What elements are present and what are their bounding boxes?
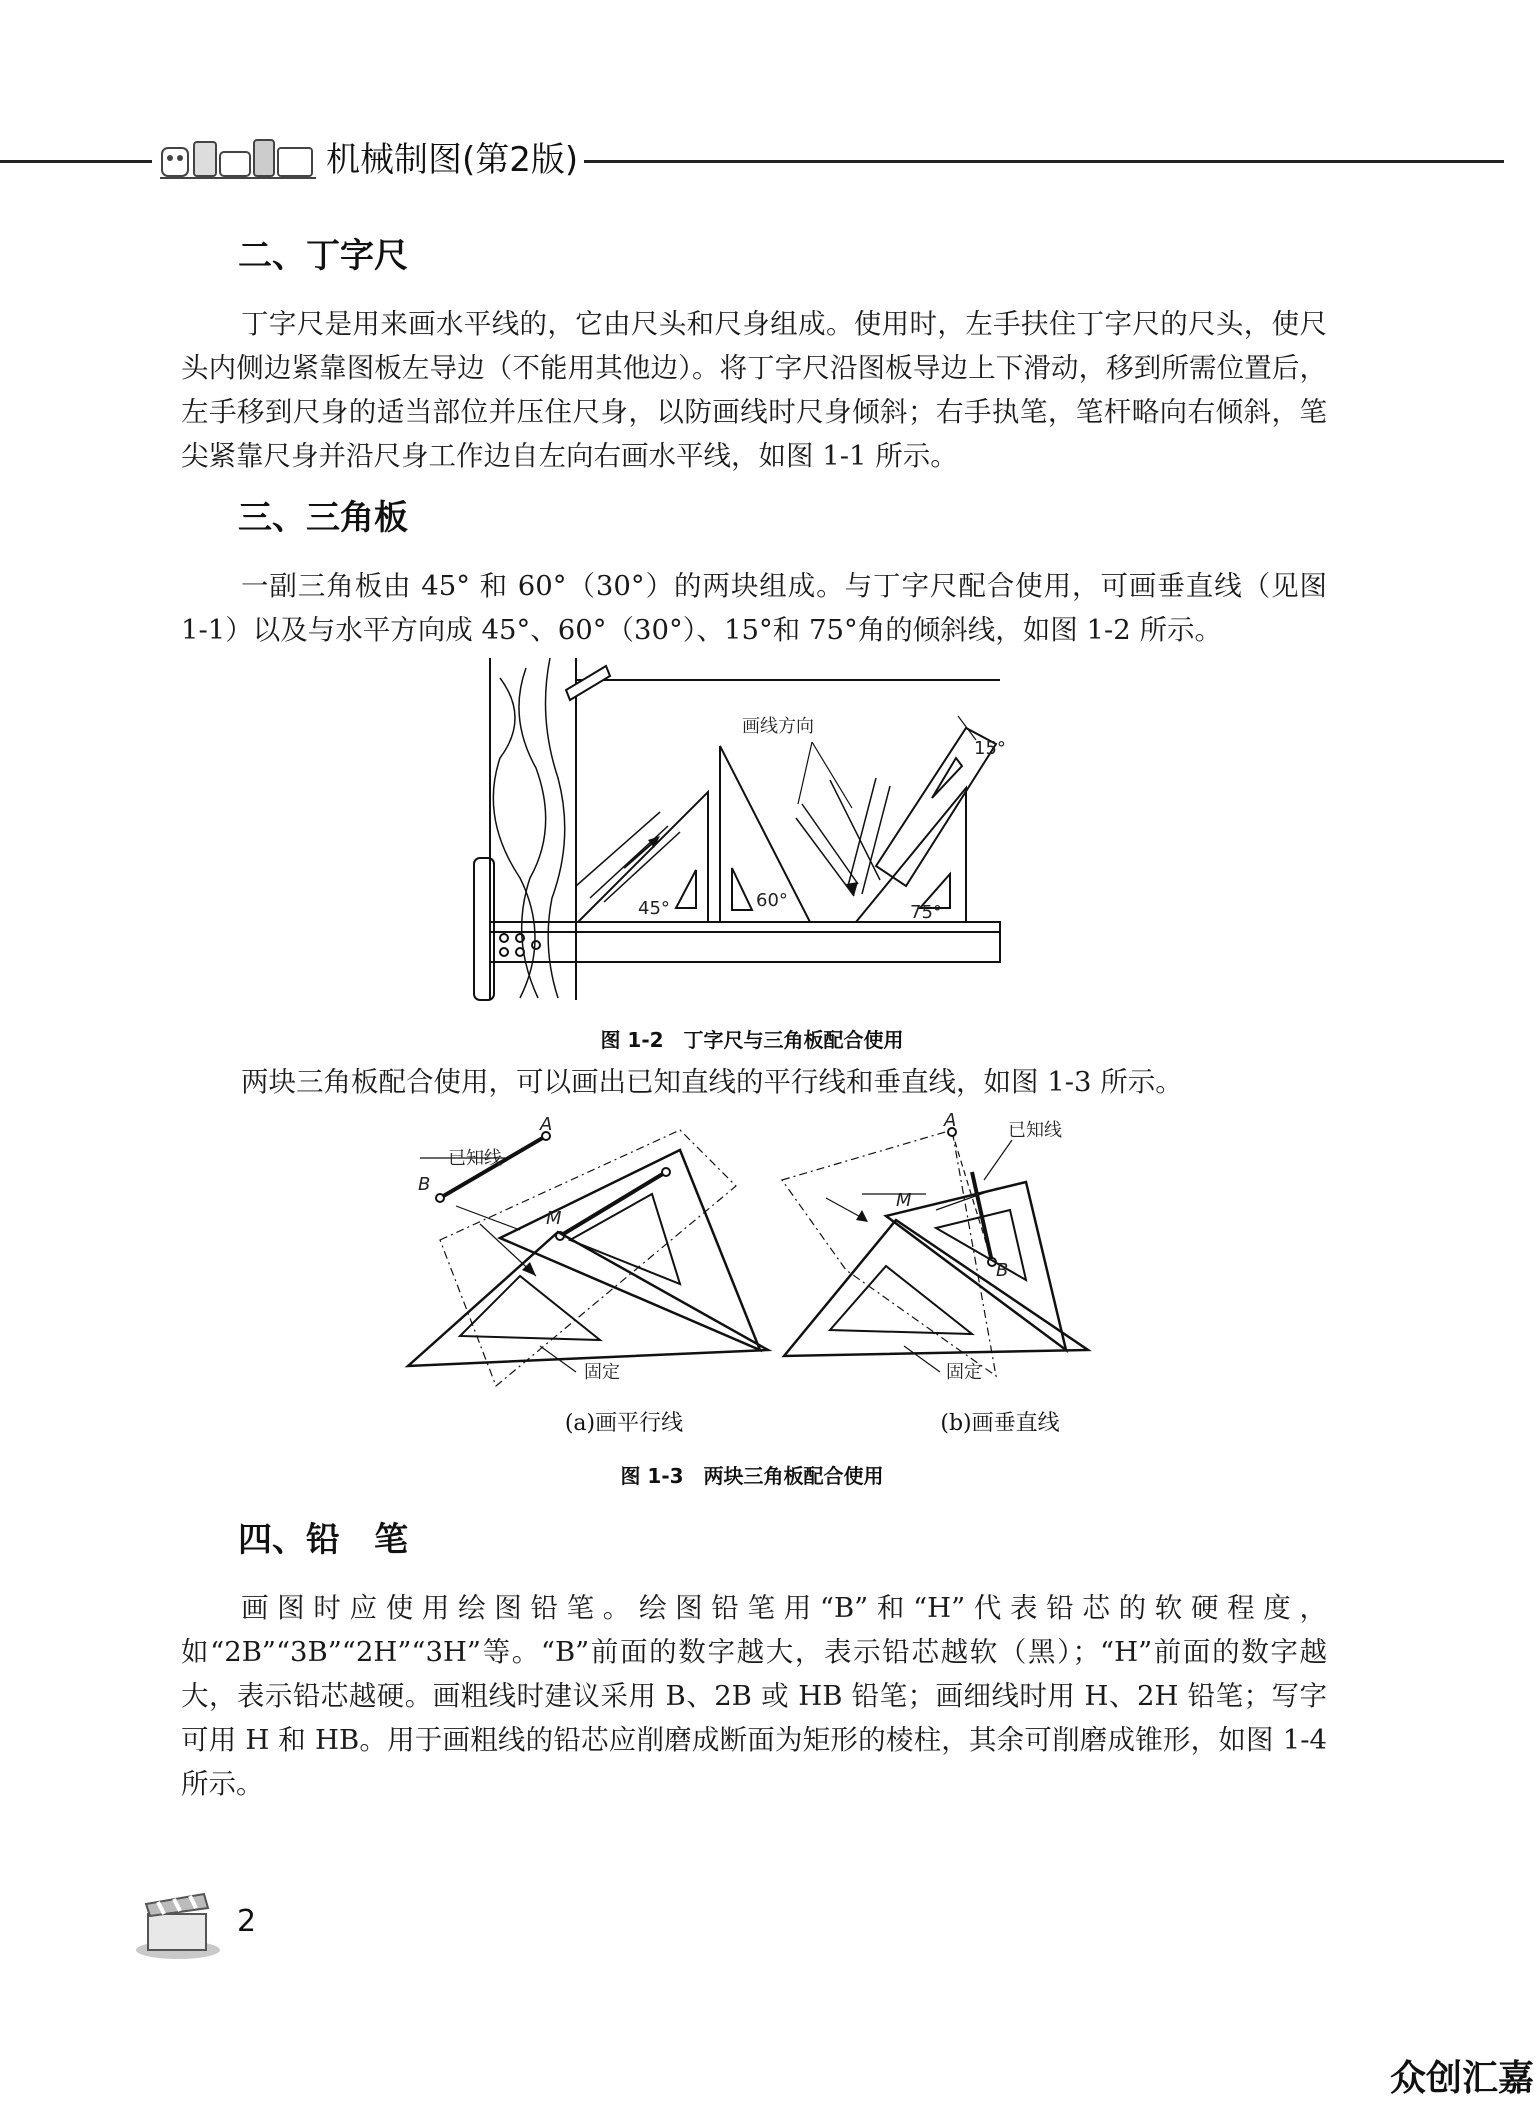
figure-1-2-drawing [480, 658, 1010, 1000]
page-number: 2 [237, 1904, 257, 1939]
figure-1-3-caption: 图 1-3 两块三角板配合使用 [620, 1464, 884, 1488]
header-rule-left [0, 160, 152, 163]
figure-1-2-angle-75: 75° [910, 902, 942, 923]
figure-1-2-direction-label: 画线方向 [742, 716, 814, 737]
paragraph-triangles-text: 一副三角板由 45° 和 60°（30°）的两块组成。与丁字尺配合使用，可画垂直线（见图 1-1）以及与水平方向成 45°、60°（30°）、15°和 75°角的倾斜线，如图 1-2 所示。 [181, 570, 1327, 646]
paragraph-pencil [181, 1586, 1327, 1806]
figure-1-3a-fixed-label: 固定 [584, 1362, 620, 1383]
heading-triangles: 三、三角板 [238, 498, 408, 538]
figure-1-3b-A: A [944, 1110, 957, 1131]
figure-1-2-angle-60: 60° [756, 890, 788, 911]
paragraph-t-square-text: 丁字尺是用来画水平线的，它由尺头和尺身组成。使用时，左手扶住丁字尺的尺头，使尺头内侧边紧靠图板左导边（不能用其他边）。将丁字尺沿图板导边上下滑动，移到所需位置后，左手移到尺身的适当部位并压住尺身，以防画线时尺身倾斜；右手执笔，笔杆略向右倾斜，笔尖紧靠尺身并沿尺身工作边自左向右画水平线，如图 1-1 所示。 [181, 308, 1327, 472]
paragraph-triangles [181, 564, 1327, 652]
figure-1-2-caption: 图 1-2 丁字尺与三角板配合使用 [600, 1028, 904, 1052]
figure-1-3a-subcaption: (a)画平行线 [564, 1411, 684, 1436]
figure-1-3a-drawing [400, 1110, 780, 1390]
header-rule-right [584, 160, 1504, 163]
figure-1-2-angle-45: 45° [638, 898, 670, 919]
paragraph-triangles-2-text: 两块三角板配合使用，可以画出已知直线的平行线和垂直线，如图 1-3 所示。 [241, 1066, 1183, 1098]
figure-1-3b-drawing [776, 1110, 1116, 1390]
book-title: 机械制图(第2版) [326, 140, 579, 180]
heading-t-square: 二、丁字尺 [238, 236, 408, 276]
header-mascots-icon [158, 134, 318, 182]
paragraph-t-square [181, 302, 1327, 478]
clapperboard-icon [134, 1886, 224, 1960]
figure-1-3a-M: M [546, 1208, 562, 1229]
figure-1-3a-known-line-label: 已知线 [448, 1148, 502, 1169]
figure-1-3a-A: A [540, 1114, 553, 1135]
paragraph-pencil-text: 画图时应使用绘图铅笔。绘图铅笔用“B”和“H”代表铅芯的软硬程度，如“2B”“3B”“2H”“3H”等。“B”前面的数字越大，表示铅芯越软（黑）；“H”前面的数字越大，表示铅芯越硬。画粗线时建议采用 B、2B 或 HB 铅笔；画细线时用 H、2H 铅笔；写字可用 H 和 HB。用于画粗线的铅芯应削磨成断面为矩形的棱柱，其余可削磨成锥形，如图 1-4 所示。 [181, 1592, 1327, 1800]
watermark-logo: 众创汇嘉 [1390, 2058, 1534, 2099]
figure-1-3b-subcaption: (b)画垂直线 [940, 1411, 1060, 1436]
figure-1-3b-M: M [896, 1190, 912, 1211]
figure-1-3b-fixed-label: 固定 [946, 1362, 982, 1383]
figure-1-2-angle-15: 15° [974, 738, 1006, 759]
figure-1-3a-B: B [418, 1174, 431, 1195]
figure-1-3b-known-line-label: 已知线 [1008, 1120, 1062, 1141]
heading-pencil: 四、铅 笔 [238, 1520, 408, 1560]
figure-1-3b-B: B [996, 1260, 1009, 1281]
paragraph-triangles-2 [181, 1060, 1327, 1104]
